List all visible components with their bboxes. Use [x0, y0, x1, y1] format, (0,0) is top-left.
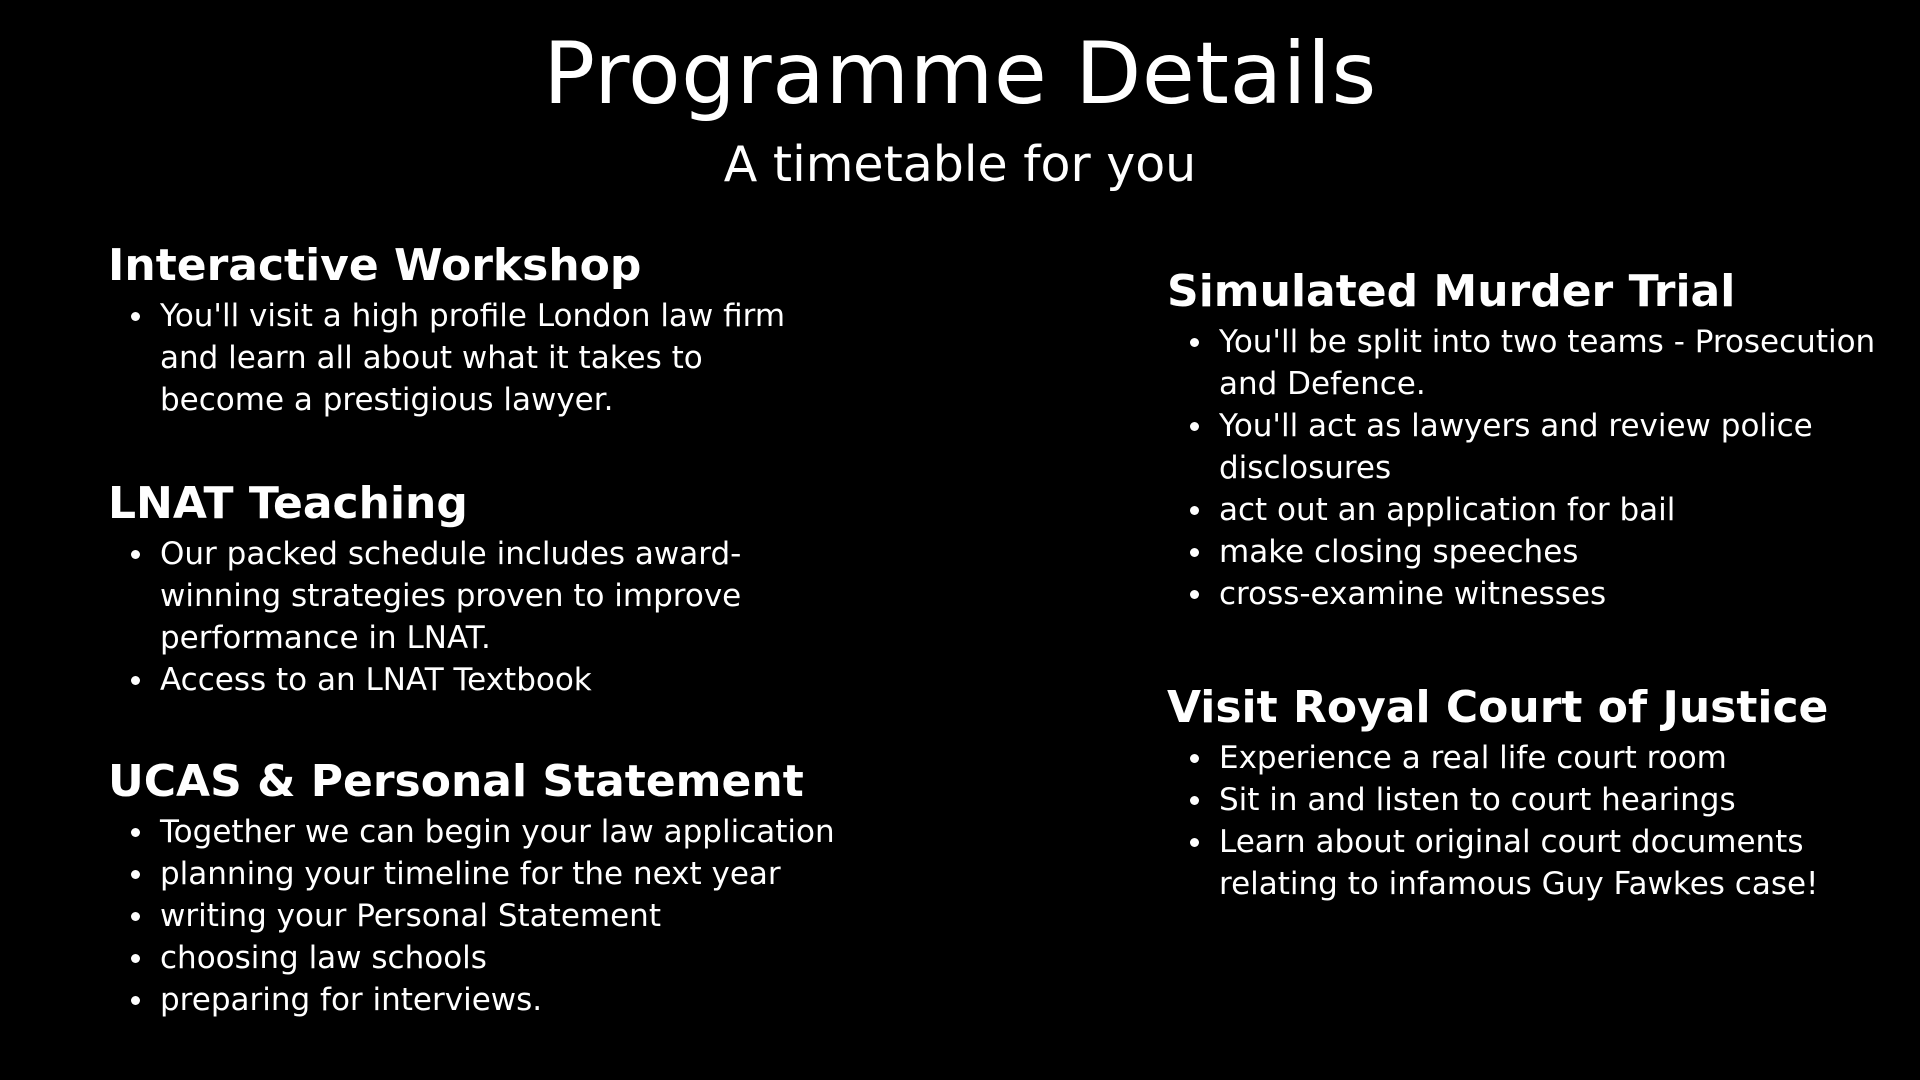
list-item: writing your Personal Statement — [108, 895, 868, 937]
section-heading: Interactive Workshop — [108, 240, 642, 291]
list-item: You'll be split into two teams - Prosecution and Defence. — [1167, 321, 1907, 405]
list-item: preparing for interviews. — [108, 979, 868, 1021]
list-item: You'll visit a high profile London law firm and learn all about what it takes to become a prestigious lawyer. — [108, 295, 808, 421]
section-lnat-teaching — [108, 478, 768, 701]
bullet-list — [108, 295, 808, 421]
list-item: Experience a real life court room — [1167, 737, 1907, 779]
page-title: Programme Details — [543, 24, 1377, 124]
list-item: Access to an LNAT Textbook — [108, 659, 768, 701]
list-item: You'll act as lawyers and review police disclosures — [1167, 405, 1907, 489]
list-item: act out an application for bail — [1167, 489, 1907, 531]
section-interactive-workshop — [108, 240, 808, 421]
page-subtitle: A timetable for you — [723, 136, 1197, 193]
bullet-list — [1167, 737, 1907, 905]
bullet-list — [108, 533, 768, 701]
section-visit-royal-court — [1167, 682, 1907, 905]
list-item: Together we can begin your law application — [108, 811, 868, 853]
section-ucas-personal-statement — [108, 756, 868, 1021]
bullet-list — [108, 811, 868, 1021]
list-item: Sit in and listen to court hearings — [1167, 779, 1907, 821]
list-item: choosing law schools — [108, 937, 868, 979]
section-heading: UCAS & Personal Statement — [108, 756, 804, 807]
section-heading: LNAT Teaching — [108, 478, 468, 529]
section-simulated-murder-trial — [1167, 266, 1907, 615]
list-item: make closing speeches — [1167, 531, 1907, 573]
bullet-list — [1167, 321, 1907, 615]
list-item: planning your timeline for the next year — [108, 853, 868, 895]
list-item: Learn about original court documents relating to infamous Guy Fawkes case! — [1167, 821, 1907, 905]
list-item: Our packed schedule includes award-winning strategies proven to improve performance in LNAT. — [108, 533, 768, 659]
section-heading: Visit Royal Court of Justice — [1167, 682, 1829, 733]
section-heading: Simulated Murder Trial — [1167, 266, 1736, 317]
list-item: cross-examine witnesses — [1167, 573, 1907, 615]
